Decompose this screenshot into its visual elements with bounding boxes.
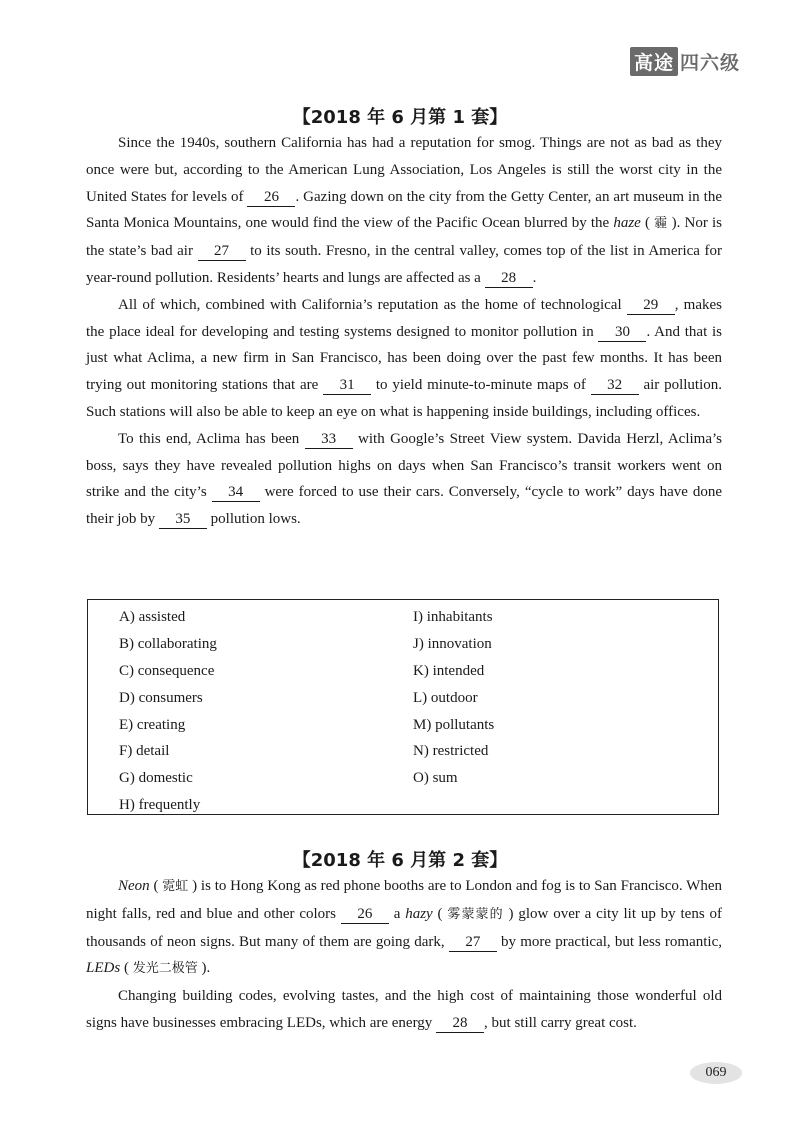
word-option-i[interactable]: I) inhabitants [413,609,493,625]
page-number: 069 [690,1062,742,1084]
word-option-k[interactable]: K) intended [413,662,485,679]
blank-32[interactable]: 32 [591,376,639,395]
word-bank [87,599,719,815]
blank-2-28[interactable]: 28 [436,1014,484,1033]
passage-1-paragraph-1: Since the 1940s, southern California has had a reputation for smog. Things are not as bad as they once were but, according to the American Lung Association, Los Angeles is still the worst city in the United States for levels of 26 . Gazing down on the city from the Getty Center, an art museum in the Santa Monica Mountains, one would find the view of the Pacific Ocean blurred by the haze ( 霾 ). Nor is the state’s bad air 27 to its south. Fresno, in the central valley, comes top of the list in America for year-round pollution. Residents’ hearts and lungs are affected as a 28 . [86,135,723,286]
brand-logo-text: 四六级 [680,51,741,74]
blank-34[interactable]: 34 [212,483,260,502]
blank-2-27[interactable]: 27 [449,933,497,952]
word-option-m[interactable]: M) pollutants [413,716,495,733]
word-bank-right-column [413,604,494,792]
blank-2-26[interactable]: 26 [341,905,389,924]
word-option-j[interactable]: J) innovation [413,635,492,652]
word-option-e[interactable]: E) creating [119,716,186,733]
blank-33[interactable]: 33 [305,430,353,449]
word-option-o[interactable]: O) sum [413,770,458,787]
blank-26[interactable]: 26 [247,188,295,207]
blank-29[interactable]: 29 [627,296,675,315]
section-title-2: 【2018 年 6 月第 2 套】 [292,850,508,871]
passage-2-paragraph-2: Changing building codes, evolving tastes, and the high cost of maintaining those wonderful old signs have businesses embracing LEDs, which are energy 28 , but still carry great cost. [86,988,722,1031]
passage-1 [86,130,722,533]
brand-logo-box: 高途 [630,47,678,76]
word-option-b[interactable]: B) collaborating [119,635,217,652]
blank-35[interactable]: 35 [159,510,207,529]
word-option-c[interactable]: C) consequence [119,662,215,679]
passage-2-paragraph-1: Neon ( 霓虹 ) is to Hong Kong as red phone booths are to London and fog is to San Francisco. When night falls, red and blue and other colors 26 a hazy ( 雾蒙蒙的 ) glow over a city lit up by tens of thousands of neon signs. But many of them are going dark, 27 by more practical, but less romantic, LEDs ( 发光二极管 ). [86,878,722,977]
word-option-f[interactable]: F) detail [119,743,170,760]
blank-27[interactable]: 27 [198,242,246,261]
word-option-a[interactable]: A) assisted [119,609,186,625]
word-bank-left-column [119,604,217,819]
word-option-d[interactable]: D) consumers [119,689,203,706]
passage-1-paragraph-3: To this end, Aclima has been 33 with Google’s Street View system. Davida Herzl, Aclima’s boss, says they have revealed pollution highs on days when San Francisco’s transit workers went on strike and the city’s 34 were forced to use their cars. Conversely, “cycle to work” days have done their job by 35 pollution lows. [86,430,723,528]
word-option-g[interactable]: G) domestic [119,770,193,787]
blank-28[interactable]: 28 [485,269,533,288]
blank-31[interactable]: 31 [323,376,371,395]
blank-30[interactable]: 30 [598,323,646,342]
word-option-h[interactable]: H) frequently [119,797,201,814]
brand-logo [630,48,740,74]
word-option-n[interactable]: N) restricted [413,743,489,760]
passage-2 [86,873,722,1037]
passage-1-paragraph-2: All of which, combined with California’s reputation as the home of technological 29 , makes the place ideal for developing and testing systems designed to monitor pollution in 30 . And that is just what Aclima, a new firm in San Francisco, has been doing over the past few months. It has been trying out monitoring stations that are 31 to yield minute-to-minute maps of 32 air pollution. Such stations will also be able to keep an eye on what is happening inside buildings, including offices. [86,296,722,420]
section-title-1: 【2018 年 6 月第 1 套】 [292,107,508,128]
word-option-l[interactable]: L) outdoor [413,689,478,706]
